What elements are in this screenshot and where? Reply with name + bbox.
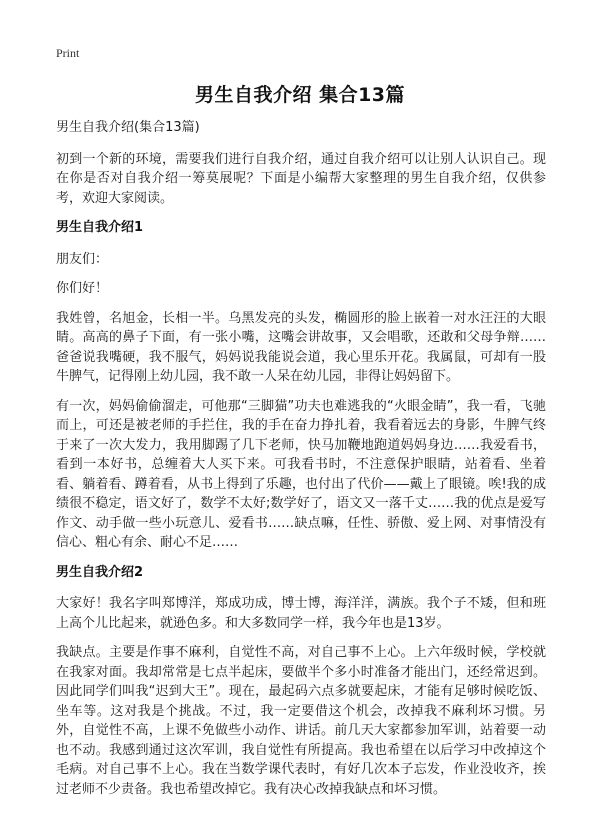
intro-paragraph: 初到一个新的环境，需要我们进行自我介绍，通过自我介绍可以让别人认识自己。现在你是否对自我介绍一筹莫展呢？下面是小编帮大家整理的男生自我介绍，仅供参考，欢迎大家阅读。 — [56, 151, 546, 206]
paragraph: 有一次，妈妈偷偷溜走，可他那“三脚猫”功夫也难逃我的“火眼金睛”，我一看，飞驰而上，可还是被老师的手拦住，我的手在奋力挣扎着，我看着远去的身影，牛脾气终于来了一次大发力，我用脚踢了几下老师，快马加鞭地跑道妈妈身边……我爱看书，看到一本好书，总缠着大人买下来。可我看书时，不注意保护眼睛，站着看、坐着看、躺着看、蹲着看，从书上得到了乐趣，也付出了代价——戴上了眼镜。唉!我的成绩很不稳定，语文好了，数学不太好;数学好了，语文又一落千丈……我的优点是爱写作文、动手做一些小玩意儿、爱看书……缺点嘛，任性、骄傲、爱上网、对事情没有信心、粗心有余、耐心不足…… — [56, 398, 546, 550]
paragraph: 朋友们： — [56, 251, 109, 267]
paragraph: 大家好！我名字叫郑博洋，郑成功成，博士博，海洋洋，满族。我个子不矮，但和班上高个儿比起来，就逊色多。和大多数同学一样，我今年也是13岁。 — [56, 596, 546, 631]
paragraph: 我缺点。主要是作事不麻利，自觉性不高，对自己事不上心。上六年级时候，学校就在我家对面。我却常常是七点半起床，要做半个多小时准备才能出门，还经常迟到。因此同学们叫我“迟到大王”。现在，最起码六点多就要起床，才能有足够时候吃饭、坐车等。这对我是个挑战。不过，我一定要借这个机会，改掉我不麻利坏习惯。另外，自觉性不高，上课不免做些小动作、讲话。前几天大家都参加军训，站着要一动也不动。我感到通过这次军训，我自觉性有所提高。我也希望在以后学习中改掉这个毛病。对自己事不上心。我在当数学课代表时，有好几次本子忘发，作业没收齐，挨过老师不少责备。我也希望改掉它。我有决心改掉我缺点和坏习惯。 — [56, 645, 546, 797]
paragraph: 你们好！ — [56, 281, 109, 296]
section-heading: 男生自我介绍2 — [56, 564, 144, 580]
document-body — [56, 118, 546, 809]
section-heading: 男生自我介绍1 — [56, 220, 144, 235]
page-title: 男生自我介绍 集合13篇 — [194, 84, 406, 106]
document-subtitle: 男生自我介绍(集合13篇) — [56, 120, 200, 135]
print-link[interactable]: Print — [56, 46, 80, 60]
paragraph: 我姓曾，名旭金，长相一半。乌黑发亮的头发，椭圆形的脸上嵌着一对水汪汪的大眼睛。高高的鼻子下面，有一张小嘴，这嘴会讲故事，又会唱歌，还敢和父母争辩……爸爸说我嘴硬，我不服气，妈妈说我能说会道，我心里乐开花。我属鼠，可却有一股牛脾气，记得刚上幼儿园，我不敢一人呆在幼儿园，非得让妈妈留下。 — [56, 310, 546, 384]
